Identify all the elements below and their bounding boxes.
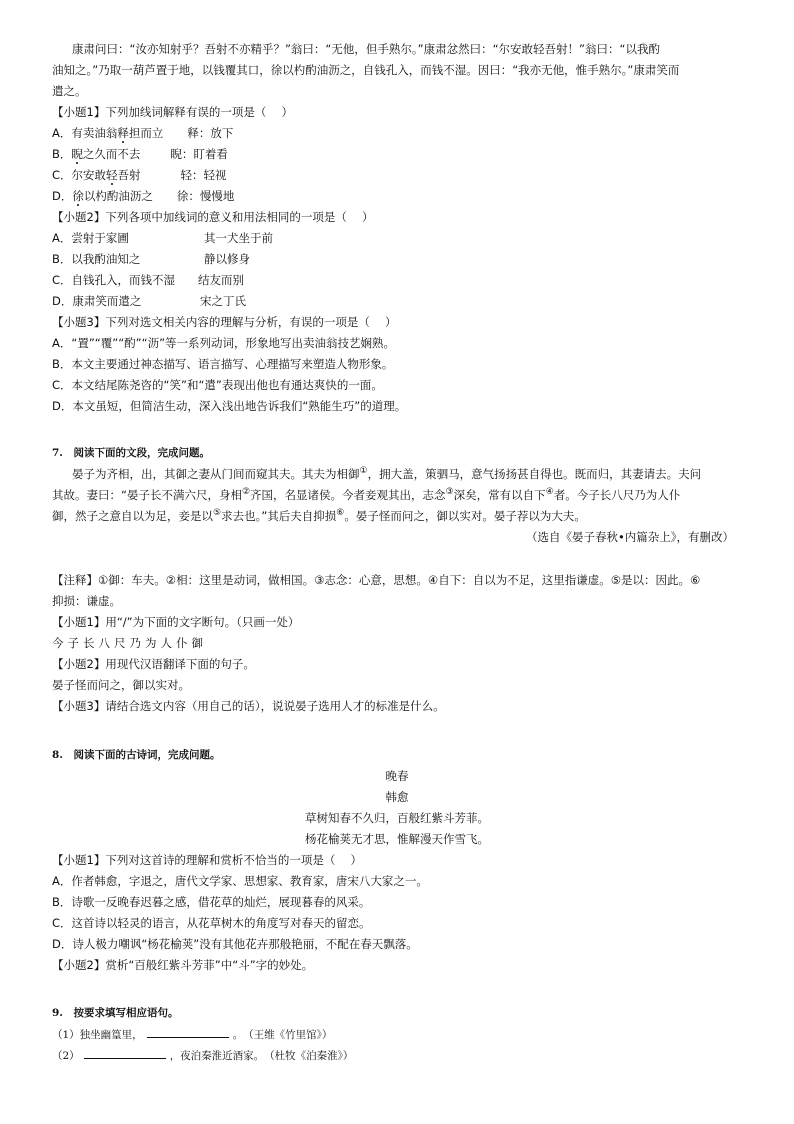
subquestion-3: 【小题3】下列对选文相关内容的理解与分析，有误的一项是（ ） [52,315,397,329]
subquestion-2: 【小题2】下列各项中加线词的意义和用法相同的一项是（ ） [52,210,374,224]
note-marker: ④ [545,487,554,498]
fill-line-1: （1）独坐幽篁里， 。 （王维《竹里馆》） [52,1025,332,1044]
option-a[interactable]: A．作者韩愈，字退之，唐代文学家、思想家、教育家，唐宋八大家之一。 [52,874,428,888]
subquestion-1: 【小题1】用“/”为下面的文字断句。（只画一处） [52,615,300,629]
option-b[interactable]: B．本文主要通过神态描写、语言描写、心理描写来塑造人物形象。 [52,357,394,371]
option-text: B．以我酌油知之 [52,252,141,266]
option-b[interactable] [52,145,228,163]
dotted-word: 睨 [71,147,83,161]
option-pair: 宋之丁氏 [200,294,246,308]
answer-blank[interactable] [84,1046,166,1059]
option-text: D．康肃笑而遣之 [52,294,142,308]
passage-line: 油知之。”乃取一葫芦置于地，以钱覆其口，徐以杓酌油沥之，自钱孔入，而钱不湿。因曰：“我亦无他，惟手熟尔。”康肃笑而 [52,63,680,77]
annotation-line: 抑损：谦虚。 [52,594,121,608]
segmenting-text[interactable]: 今子长八尺乃为人仆御 [52,636,207,650]
option-a[interactable] [52,229,273,247]
option-text: D． [52,189,73,203]
gloss: 轻：轻视 [180,168,227,182]
option-text: B． [52,147,72,161]
subquestion-2: 【小题2】赏析“百般红紫斗芳菲”中“斗”字的妙处。 [52,958,314,972]
annotation-line: 【注释】①御：车夫。②相：这里是动词，做相国。③志念：心意，思想。④自下：自以为不足，这里指谦虚。⑤是以：因此。⑥ [52,573,701,587]
option-b[interactable] [52,250,250,268]
note-marker: ⑤ [213,508,222,519]
option-d[interactable] [52,292,246,310]
poem-line: 草树知春不久归，百般红紫斗芳菲。 [305,811,489,825]
option-c[interactable]: C．本文结尾陈尧咨的“笑”和“遣”表现出他也有通达爽快的一面。 [52,378,383,392]
option-text: 之久而不去 [82,147,141,161]
note-marker: ① [359,466,368,477]
dotted-word: 释 [117,126,129,140]
gloss: 释：放下 [187,126,234,140]
note-marker: ② [241,487,251,498]
passage-line: 其故。妻曰：“晏子长不满六尺，身相②齐国，名显诸侯。今者妾观其出，志念③深矣，常有以自下④者。今子长八尺乃为人仆 [52,487,681,502]
option-text: 担而立 [128,126,164,140]
subquestion-1: 【小题1】下列加线词解释有误的一项是（ ） [52,105,293,119]
subquestion-3: 【小题3】请结合选文内容（用自己的话），说说晏子选用人才的标准是什么。 [52,699,445,713]
option-text: 以杓酌油沥之 [83,189,153,203]
option-pair: 结友而别 [198,273,244,287]
passage-line: 康肃问曰：“汝亦知射乎？吾射不亦精乎？”翁曰：“无他，但手熟尔。”康肃忿然曰：“尔安敢轻吾射！”翁曰：“以我酌 [72,42,660,56]
question-7-heading: 7. 阅读下面的文段，完成问题。 [52,447,210,459]
fill-line-2: （2） ，夜泊秦淮近酒家。 （杜牧《泊秦淮》） [52,1046,353,1065]
subquestion-2: 【小题2】用现代汉语翻译下面的句子。 [52,657,255,671]
option-pair: 其一犬坐于前 [204,231,273,245]
option-a[interactable]: A．“置”“覆”“酌”“沥”等一系列动词，形象地写出卖油翁技艺娴熟。 [52,336,396,350]
option-d[interactable]: D．诗人极力嘲讽“杨花榆荚”没有其他花卉那般艳丽，不配在春天飘落。 [52,937,418,951]
note-marker: ③ [445,487,454,498]
subquestion-1: 【小题1】下列对这首诗的理解和赏析不恰当的一项是（ ） [52,853,362,867]
poem-line: 杨花榆荚无才思，惟解漫天作雪飞。 [305,832,489,846]
gloss: 徐：慢慢地 [176,189,235,203]
option-a[interactable] [52,124,233,142]
dotted-word: 轻 [106,168,118,182]
passage-line: 御，然子之意自以为足，妾是以⑤求去也。”其后夫自抑损⑥。晏子怪而问之，御以实对。晏子荐以为大夫。 [52,508,586,523]
option-text: A．尝射于家圃 [52,231,129,245]
option-text: C．自钱孔入，而钱不湿 [52,273,176,287]
passage-line: 遣之。 [52,84,87,98]
option-pair: 静以修身 [204,252,250,266]
option-c[interactable] [52,166,227,184]
option-c[interactable]: C．这首诗以轻灵的语言，从花草树木的角度写对春天的留恋。 [52,916,371,930]
translate-sentence: 晏子怪而问之，御以实对。 [52,678,190,692]
note-marker: ⑥ [336,508,345,519]
gloss: 睨：盯着看 [170,147,228,161]
poem-author: 韩愈 [385,790,409,804]
source-citation: （选自《晏子春秋•内篇杂上》，有删改） [525,530,734,544]
answer-blank[interactable] [147,1025,229,1038]
option-b[interactable]: B．诗歌一反晚春迟暮之感，借花草的灿烂，展现暮春的风采。 [52,895,371,909]
passage-line: 晏子为齐相，出，其御之妻从门间而窥其夫。其夫为相御①，拥大盖，策驷马，意气扬扬甚自得也。既而归，其妻请去。夫问 [72,466,702,481]
question-8-heading: 8. 阅读下面的古诗词，完成问题。 [52,749,221,761]
poem-title: 晚春 [385,769,409,783]
question-9-heading: 9. 按要求填写相应语句。 [52,1007,179,1019]
option-d[interactable] [52,187,234,205]
option-text: 吾射 [117,168,141,182]
option-text: A．有卖油翁 [52,126,118,140]
option-c[interactable] [52,271,244,289]
dotted-word: 徐 [72,189,84,203]
option-text: C．尔安敢 [52,168,107,182]
option-d[interactable]: D．本文虽短，但简洁生动，深入浅出地告诉我们“熟能生巧”的道理。 [52,399,407,413]
